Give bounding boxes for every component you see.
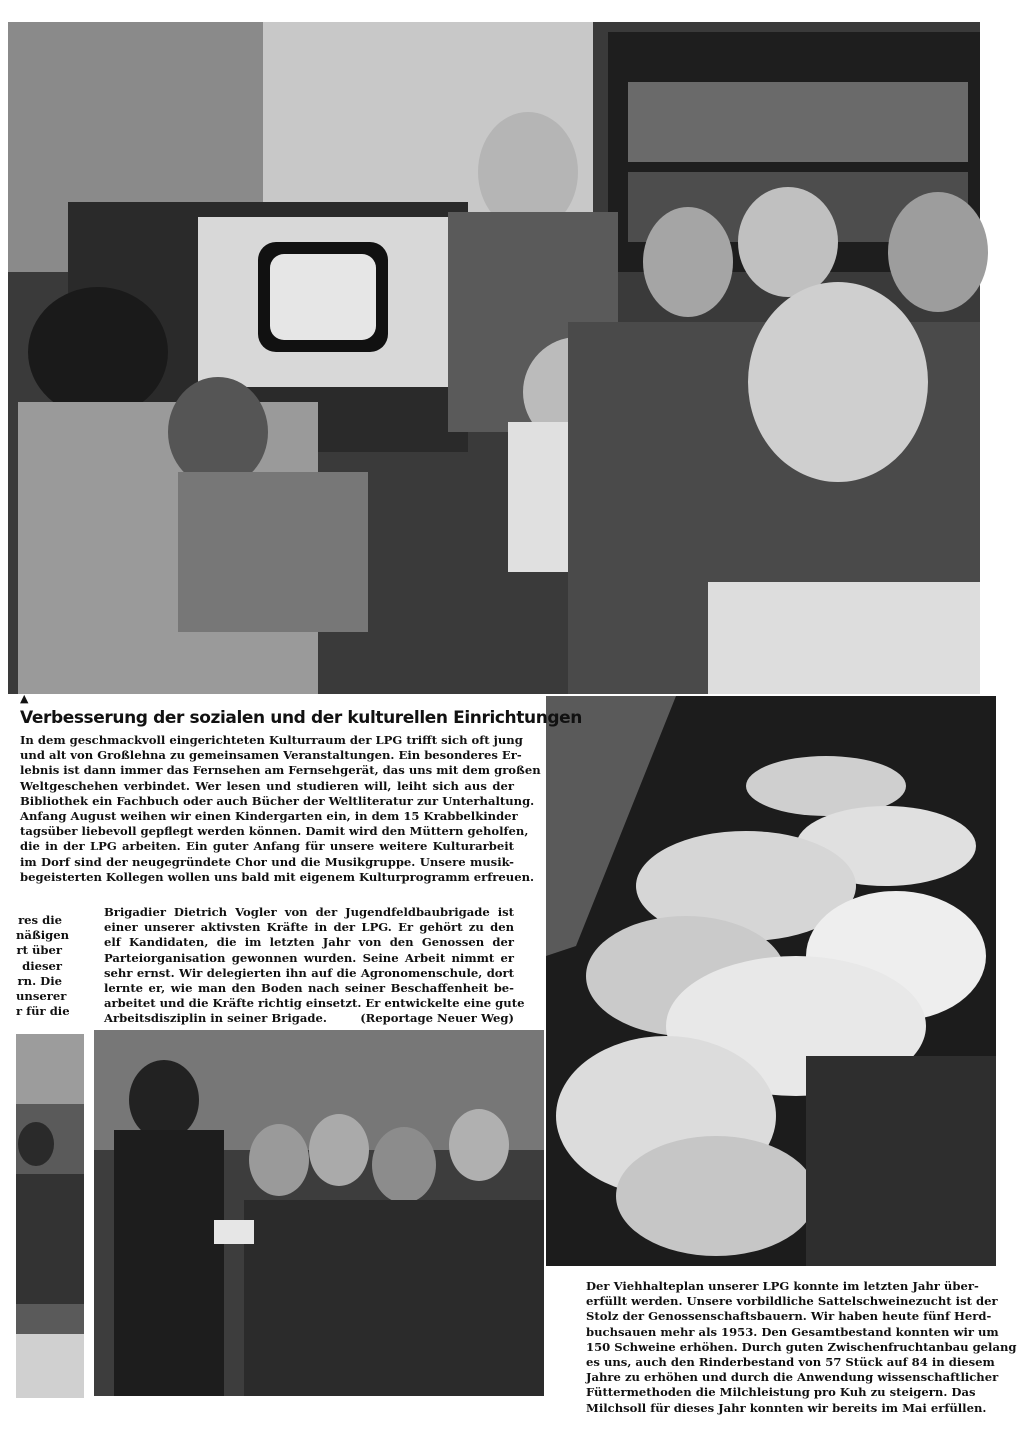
photo-left-fragment	[16, 1034, 84, 1398]
article-line: arbeitet und die Kräfte richtig einsetzt. Er entwickelte eine gute	[104, 996, 525, 1011]
article-line: erfüllt werden. Unsere vorbildliche Sattelschweinezucht ist der	[586, 1294, 998, 1309]
fragment-line: unserer	[16, 989, 67, 1004]
article-line: und alt von Großlehna zu gemeinsamen Veranstaltungen. Ein besonderes Er-	[20, 748, 522, 763]
fragment-line: rn. Die	[17, 973, 62, 988]
photo-pigs-at-trough	[546, 696, 996, 1266]
article-line: elf Kandidaten, die im letzten Jahr von den Genossen der	[104, 935, 514, 950]
article-line: buchsauen mehr als 1953. Den Gesamtbestand konnten wir um	[586, 1324, 999, 1339]
article-line: lebnis ist dann immer das Fernsehen am Fernsehgerät, das uns mit dem großen	[20, 763, 541, 778]
article-fragment-column	[16, 913, 70, 1019]
article-pigs-body	[586, 1279, 1017, 1416]
photo-brigade-meeting	[94, 1030, 544, 1396]
photo-tv-cultural-room	[8, 22, 980, 694]
photo-brigade-illustration	[94, 1030, 544, 1396]
article-credit: (Reportage Neuer Weg)	[360, 1011, 514, 1026]
article-last-line	[104, 1011, 514, 1026]
article-line: Jahre zu erhöhen und durch die Anwendung wissenschaftlicher	[586, 1370, 999, 1385]
article-line: 150 Schweine erhöhen. Durch guten Zwischenfruchtanbau gelang	[586, 1339, 1017, 1354]
photo-tv-illustration	[8, 22, 980, 694]
article-line: die in der LPG arbeiten. Ein guter Anfang für unsere weitere Kulturarbeit	[20, 839, 514, 854]
fragment-line: res die	[18, 913, 62, 927]
article-line: Der Viehhalteplan unserer LPG konnte im letzten Jahr über-	[586, 1279, 979, 1293]
article-line: Bibliothek ein Fachbuch oder auch Bücher der Weltliteratur zur Unterhaltung.	[20, 793, 535, 808]
photo-fragment-illustration	[16, 1034, 84, 1398]
article-line: es uns, auch den Rinderbestand von 57 Stück auf 84 in diesem	[586, 1355, 995, 1370]
article-heading: Verbesserung der sozialen und der kulturellen Einrichtungen	[20, 708, 582, 728]
article-line: im Dorf sind der neugegründete Chor und die Musikgruppe. Unsere musik-	[20, 854, 514, 869]
article-line: Weltgeschehen verbindet. Wer lesen und studieren will, leiht sich aus der	[20, 778, 514, 793]
article-line: Anfang August weihen wir einen Kindergarten ein, in dem 15 Krabbelkinder	[20, 809, 518, 824]
fragment-line: näßigen	[16, 928, 70, 943]
article-line: Stolz der Genossenschaftsbauern. Wir haben heute fünf Herd-	[586, 1309, 992, 1324]
article-line: tagsüber liebevoll gepflegt werden können. Damit wird den Müttern geholfen,	[20, 824, 529, 839]
article-line: Brigadier Dietrich Vogler von der Jugendfeldbaubrigade ist	[104, 905, 514, 919]
article-line: sehr ernst. Wir delegierten ihn auf die Agronomenschule, dort	[104, 965, 514, 980]
article-brigade-body	[104, 905, 525, 1027]
article-line: Parteiorganisation gewonnen wurden. Seine Arbeit nimmt er	[104, 950, 514, 965]
fragment-line: rt über	[16, 943, 62, 958]
article-line: Füttermethoden die Milchleistung pro Kuh zu steigern. Das	[586, 1385, 976, 1400]
article-line: In dem geschmackvoll eingerichteten Kulturraum der LPG trifft sich oft jung	[20, 733, 523, 747]
article-line: einer unserer aktivsten Kräfte in der LPG. Er gehört zu den	[104, 920, 514, 935]
article-line: begeisterten Kollegen wollen uns bald mit eigenem Kulturprogramm erfreuen.	[20, 869, 535, 884]
article-line: Milchsoll für dieses Jahr konnten wir bereits im Mai erfüllen.	[586, 1400, 987, 1415]
photo-pigs-illustration	[546, 696, 996, 1266]
heading-marker-icon: ▲	[20, 692, 29, 705]
article-line: lernte er, wie man den Boden nach seiner Beschaffenheit be-	[104, 981, 514, 996]
fragment-line: dieser	[22, 958, 62, 973]
article-brigade-last-line: Arbeitsdisziplin in seiner Brigade.	[104, 1011, 327, 1026]
article-tv-body	[20, 733, 541, 885]
fragment-line: r für die	[16, 1004, 70, 1019]
